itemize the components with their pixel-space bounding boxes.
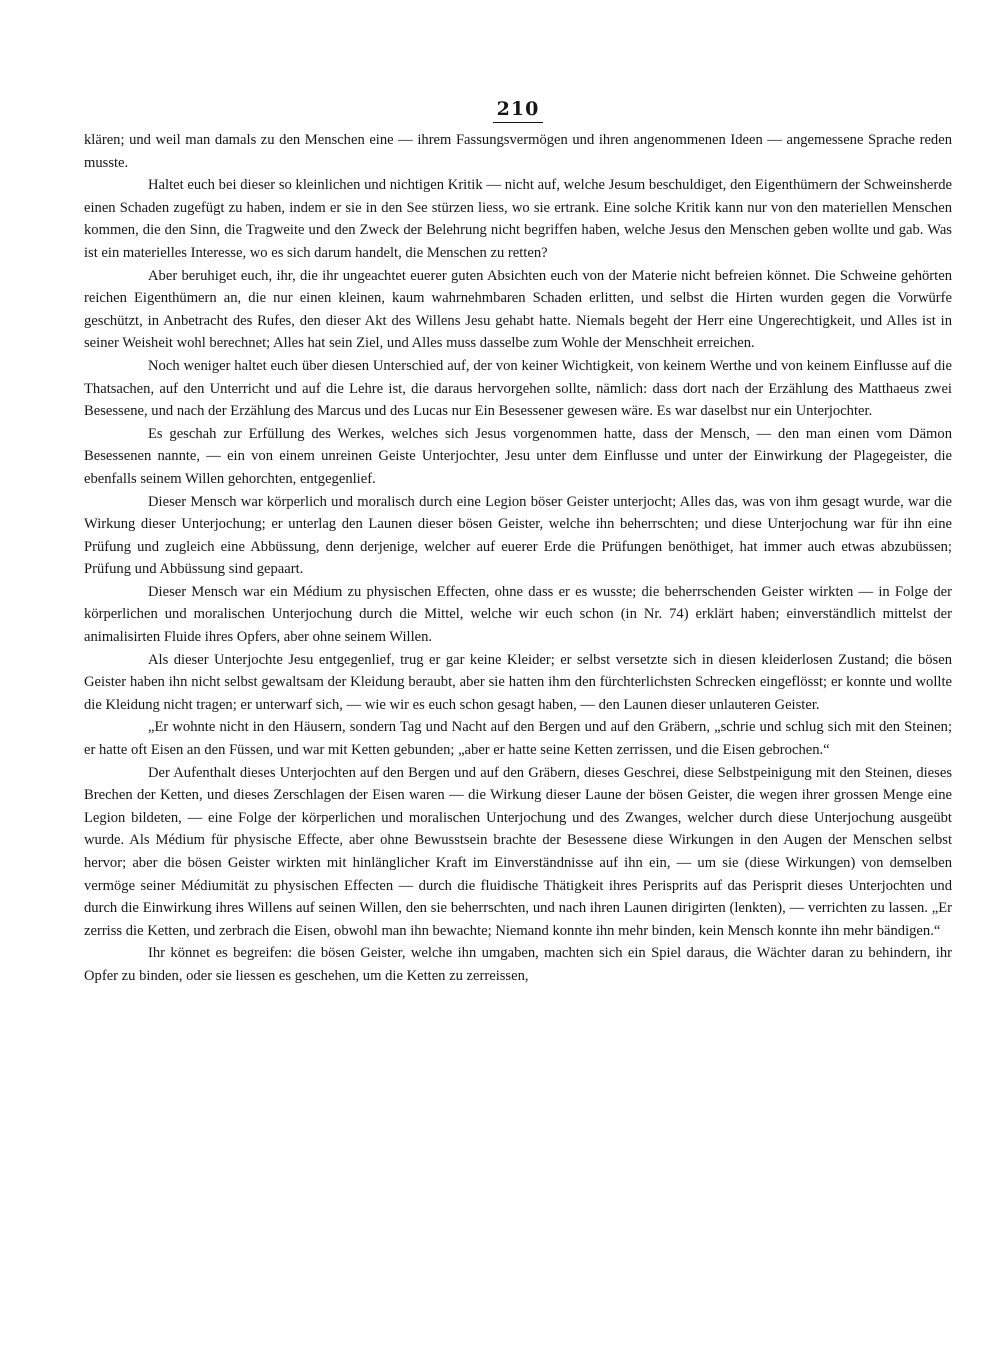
paragraph-11: Ihr könnet es begreifen: die bösen Geister, welche ihn umgaben, machten sich ein Spiel daraus, die Wächter daran zu behindern, ihr Opfer zu binden, oder sie liessen es geschehen, um die Ketten zu zerreissen,	[84, 945, 952, 984]
paragraph-9: „Er wohnte nicht in den Häusern, sondern Tag und Nacht auf den Bergen und auf den Gräbern, „schrie und schlug sich mit den Steinen; er hatte oft Eisen an den Füssen, und war mit Ketten gebunden; „aber er hatte seine Ketten zerrissen, und die Eisen gebrochen.“	[84, 719, 952, 759]
paragraph-8: Als dieser Unterjochte Jesu entgegenlief, trug er gar keine Kleider; er selbst versetzte sich in diesen kleiderlosen Zustand; die bösen Geister haben ihn nicht selbst gewaltsam der Kleidung beraubt, aber sie hatten ihm den fürchterlichsten Schrecken eingeflösst; er konnte und wollte die Kleidung nicht tragen; er unterwarf sich, — wie wir es euch schon gesagt haben, — den Launen dieser unlauteren Geister.	[84, 651, 952, 713]
paragraph-10: Der Aufenthalt dieses Unterjochten auf den Bergen und auf den Gräbern, dieses Geschrei, diese Selbstpeinigung mit den Steinen, dieses Brechen der Ketten, und dieses Zerschlagen der Eisen waren — die Wirkung dieser Laune der bösen Geister, die wegen ihrer grossen Menge eine Legion bildeten, — eine Folge der körperlichen und moralischen Unterjochung und des Zwanges, welcher durch diese Unterjochung ausgeübt wurde. Als Médium für physische Effecte, aber ohne Bewusstsein brachte der Besessene diese Wirkungen in den Augen der Menschen selbst hervor; aber die bösen Geister wirkten mit hinlänglicher Kraft im Einverständnisse auf ihn ein, — um sie (diese Wirkungen) von demselben vermöge seiner Médiumität zu physischen Effecten — durch die fluidische Thätigkeit ihres Perisprits auf das Perisprit dieses Unterjochten und durch die Einwirkung ihres Willens auf seinen Willen, den sie beherrschten, und nach ihren Launen dirigirten (lenkten), — verrichten zu lassen. „Er zerriss die Ketten, und zerbrach die Eisen, obwohl man ihn bewachte; Niemand konnte ihn mehr binden, kein Mensch konnte ihn mehr bändigen.“	[84, 764, 952, 939]
paragraph-3: Aber beruhiget euch, ihr, die ihr ungeachtet euerer guten Absichten euch von der Materie nicht befreien könnet. Die Schweine gehörten reichen Eigenthümern an, die nur einen kleinen, kaum wahrnehmbaren Schaden erlitten, und selbst die Hirten wurden gegen die Vorwürfe geschützt, in Anbetracht des Rufes, den dieser Akt des Willens Jesu gehabt hatte. Niemals begeht der Herr eine Ungerechtigkeit, und Alles ist in seiner Weisheit wohl berechnet; Alles hat sein Ziel, und Alles muss dasselbe zum Wohle der Menschheit erreichen.	[84, 267, 952, 352]
paragraph-2: Haltet euch bei dieser so kleinlichen und nichtigen Kritik — nicht auf, welche Jesum beschuldiget, den Eigenthümern der Schweinsherde einen Schaden zugefügt zu haben, indem er sie in den See stürzen liess, wo sie ertrank. Eine solche Kritik kann nur von den materiellen Menschen kommen, die den Sinn, die Tragweite und den Zweck der Belehrung nicht begriffen haben, welche Jesus den Menschen geben wollte und gab. Was ist ein materielles Interesse, wo es sich darum handelt, die Menschen zu retten?	[84, 177, 952, 261]
page-number	[84, 98, 952, 123]
paragraph-5: Es geschah zur Erfüllung des Werkes, welches sich Jesus vorgenommen hatte, dass der Mensch, — den man einen vom Dämon Besessenen nannte, — ein von einem unreinen Geiste Unterjochter, Jesu unter dem Einflusse und unter der Einwirkung der Plagegeister, die ebenfalls seinem Willen gehorchten, entgegenlief.	[84, 425, 952, 487]
paragraph-6: Dieser Mensch war körperlich und moralisch durch eine Legion böser Geister unterjocht; Alles das, was von ihm gesagt wurde, war die Wirkung dieser Unterjochung; er unterlag den Launen dieser bösen Geister, welche ihn beherrschten; und diese Unterjochung war für ihn eine Prüfung und zugleich eine Abbüssung, denn derjenige, welcher auf euerer Erde die Prüfungen benöthiget, hat immer auch etwas abzubüssen; Prüfung und Abbüssung sind gepaart.	[84, 493, 952, 578]
page-number-text: 210	[493, 98, 544, 123]
paragraph-1: klären; und weil man damals zu den Menschen eine — ihrem Fassungsvermögen und ihren angenommenen Ideen — angemessene Sprache reden musste.	[84, 132, 952, 171]
paragraph-7: Dieser Mensch war ein Médium zu physischen Effecten, ohne dass er es wusste; die beherrschenden Geister wirkten — in Folge der körperlichen und moralischen Unterjochung durch die Mittel, welche wir euch schon (in Nr. 74) erklärt haben; einverständlich mittelst der animalisirten Fluide ihres Opfers, aber ohne seinem Willen.	[84, 583, 952, 646]
paragraph-4: Noch weniger haltet euch über diesen Unterschied auf, der von keiner Wichtigkeit, von keinem Werthe und von keinem Einflusse auf die Thatsachen, auf den Unterricht und auf die Lehre ist, die daraus hervorgehen sollte, nämlich: dass dort nach der Erzählung des Matthaeus zwei Besessene, und nach der Erzählung des Marcus und des Lucas nur Ein Besessener gewesen wäre. Es war daselbst nur ein Unterjochter.	[84, 357, 952, 420]
document-page	[84, 98, 952, 988]
